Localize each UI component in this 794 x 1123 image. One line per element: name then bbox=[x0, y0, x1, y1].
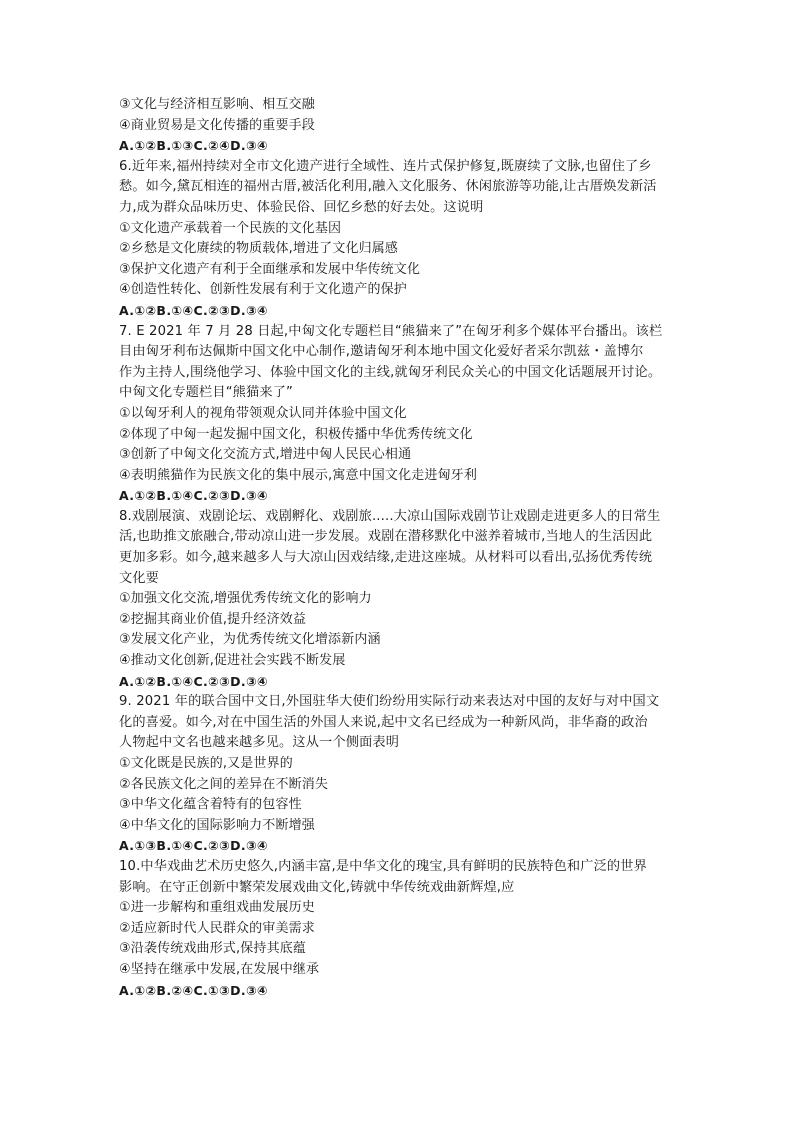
q9-answer-choices: A.①③B.①④C.②③D.③④ bbox=[119, 838, 269, 854]
q8-stem-line-3: 更加多彩。如今,越来越多人与大凉山因戏结缘,走进这座城。从材料可以看出,弘扬优秀传统 bbox=[119, 550, 653, 566]
q9-option-3: ③中华文化蕴含着特有的包容性 bbox=[119, 797, 302, 813]
q9-stem-line-1: 9. 2021 年的联合国中文日,外国驻华大使们纷纷用实际行动来表达对中国的友好与对中国文 bbox=[119, 694, 660, 710]
q9-option-4: ④中华文化的国际影响力不断增强 bbox=[119, 817, 315, 833]
q10-option-1: ①进一步解构和重组戏曲发展历史 bbox=[119, 900, 315, 916]
q7-stem-line-1: 7. E 2021 年 7 月 28 日起,中匈文化专题栏目“熊猫来了”在匈牙利多个媒体平台播出。该栏 bbox=[119, 323, 663, 339]
question-8 bbox=[119, 507, 679, 692]
q8-answer-choices: A.①②B.①④C.②③D.③④ bbox=[119, 673, 269, 689]
question-7 bbox=[119, 322, 679, 507]
question-6 bbox=[119, 157, 679, 322]
q7-stem-line-2: 目由匈牙利布达佩斯中国文化中心制作,邀请匈牙利本地中国文化爱好者采尔凯兹・盖博尔 bbox=[119, 344, 644, 360]
q8-option-3: ③发展文化产业，为优秀传统文化增添新内涵 bbox=[119, 632, 381, 648]
exam-page bbox=[119, 95, 679, 1001]
q10-option-2: ②适应新时代人民群众的审美需求 bbox=[119, 920, 315, 936]
q6-option-3: ③保护文化遗产有利于全面继承和发展中华传统文化 bbox=[119, 261, 421, 277]
q8-stem-line-2: 活,也助推文旅融合,带动凉山进一步发展。戏剧在潜移默化中滋养着城市,当地人的生活因此 bbox=[119, 529, 653, 545]
q9-stem-line-3: 人物起中文名也越来越多见。这从一个侧面表明 bbox=[119, 735, 400, 751]
q7-stem-line-3: 作为主持人,围绕他学习、体验中国文化的主线,就匈牙利民众关心的中国文化话题展开讨论。 bbox=[119, 364, 662, 380]
q6-stem-line-2: 愁。如今,黛瓦相连的福州古厝,被活化利用,融入文化服务、休闲旅游等功能,让古厝焕发新活 bbox=[119, 179, 657, 195]
q5-option-4: ④商业贸易是文化传播的重要手段 bbox=[119, 117, 315, 133]
q8-stem-line-4: 文化要 bbox=[119, 570, 160, 586]
question-9 bbox=[119, 692, 679, 857]
q10-option-3: ③沿袭传统戏曲形式,保持其底蕴 bbox=[119, 941, 307, 957]
q6-option-2: ②乡愁是文化赓续的物质载体,增进了文化归属感 bbox=[119, 241, 399, 257]
q5-option-3: ③文化与经济相互影响、相互交融 bbox=[119, 97, 315, 112]
q7-option-3: ③创新了中匈文化交流方式,增进中匈人民民心相通 bbox=[119, 447, 412, 463]
q6-stem-line-1: 6.近年来,福州持续对全市文化遗产进行全域性、连片式保护修复,既赓续了文脉,也留住了乡 bbox=[119, 158, 652, 174]
q6-option-1: ①文化遗产承载着一个民族的文化基因 bbox=[119, 220, 342, 236]
q10-answer-choices: A.①②B.②④C.①③D.③④ bbox=[119, 982, 269, 998]
q5-answer-choices: A.①②B.①③C.②④D.③④ bbox=[119, 138, 269, 154]
q7-option-4: ④表明熊猫作为民族文化的集中展示,寓意中国文化走进匈牙利 bbox=[119, 467, 477, 483]
q7-option-2: ②体现了中匈一起发掘中国文化，积极传播中华优秀传统文化 bbox=[119, 426, 473, 442]
q10-option-4: ④坚持在继承中发展,在发展中继承 bbox=[119, 961, 320, 977]
q10-stem-line-2: 影响。在守正创新中繁荣发展戏曲文化,铸就中华传统戏曲新辉煌,应 bbox=[119, 879, 515, 895]
q8-option-2: ②挖掘其商业价值,提升经济效益 bbox=[119, 611, 307, 627]
q10-stem-line-1: 10.中华戏曲艺术历史悠久,内涵丰富,是中华文化的瑰宝,具有鲜明的民族特色和广泛的世界 bbox=[119, 858, 647, 874]
q9-option-2: ②各民族文化之间的差异在不断消失 bbox=[119, 776, 329, 792]
q8-option-4: ④推动文化创新,促进社会实践不断发展 bbox=[119, 653, 346, 669]
q7-stem-line-4: 中匈文化专题栏目“熊猫来了” bbox=[119, 385, 294, 401]
question-5-tail bbox=[119, 95, 679, 157]
q9-stem-line-2: 化的喜爱。如今,对在中国生活的外国人来说,起中文名已经成为一种新风尚，非华裔的政治 bbox=[119, 714, 648, 730]
q6-option-4: ④创造性转化、创新性发展有利于文化遗产的保护 bbox=[119, 282, 407, 298]
q6-answer-choices: A.①②B.①④C.②③D.③④ bbox=[119, 302, 269, 318]
q8-option-1: ①加强文化交流,增强优秀传统文化的影响力 bbox=[119, 591, 372, 607]
q9-option-1: ①文化既是民族的,又是世界的 bbox=[119, 756, 293, 771]
q6-stem-line-3: 力,成为群众品味历史、体验民俗、回忆乡愁的好去处。这说明 bbox=[119, 199, 484, 215]
q7-option-1: ①以匈牙利人的视角带领观众认同并体验中国文化 bbox=[119, 405, 407, 421]
q8-stem-line-1: 8.戏剧展演、戏剧论坛、戏剧孵化、戏剧旅.....大凉山国际戏剧节让戏剧走进更多人的日常生 bbox=[119, 508, 661, 524]
question-10 bbox=[119, 857, 679, 1001]
q7-answer-choices: A.①②B.①④C.②③D.③④ bbox=[119, 488, 269, 504]
